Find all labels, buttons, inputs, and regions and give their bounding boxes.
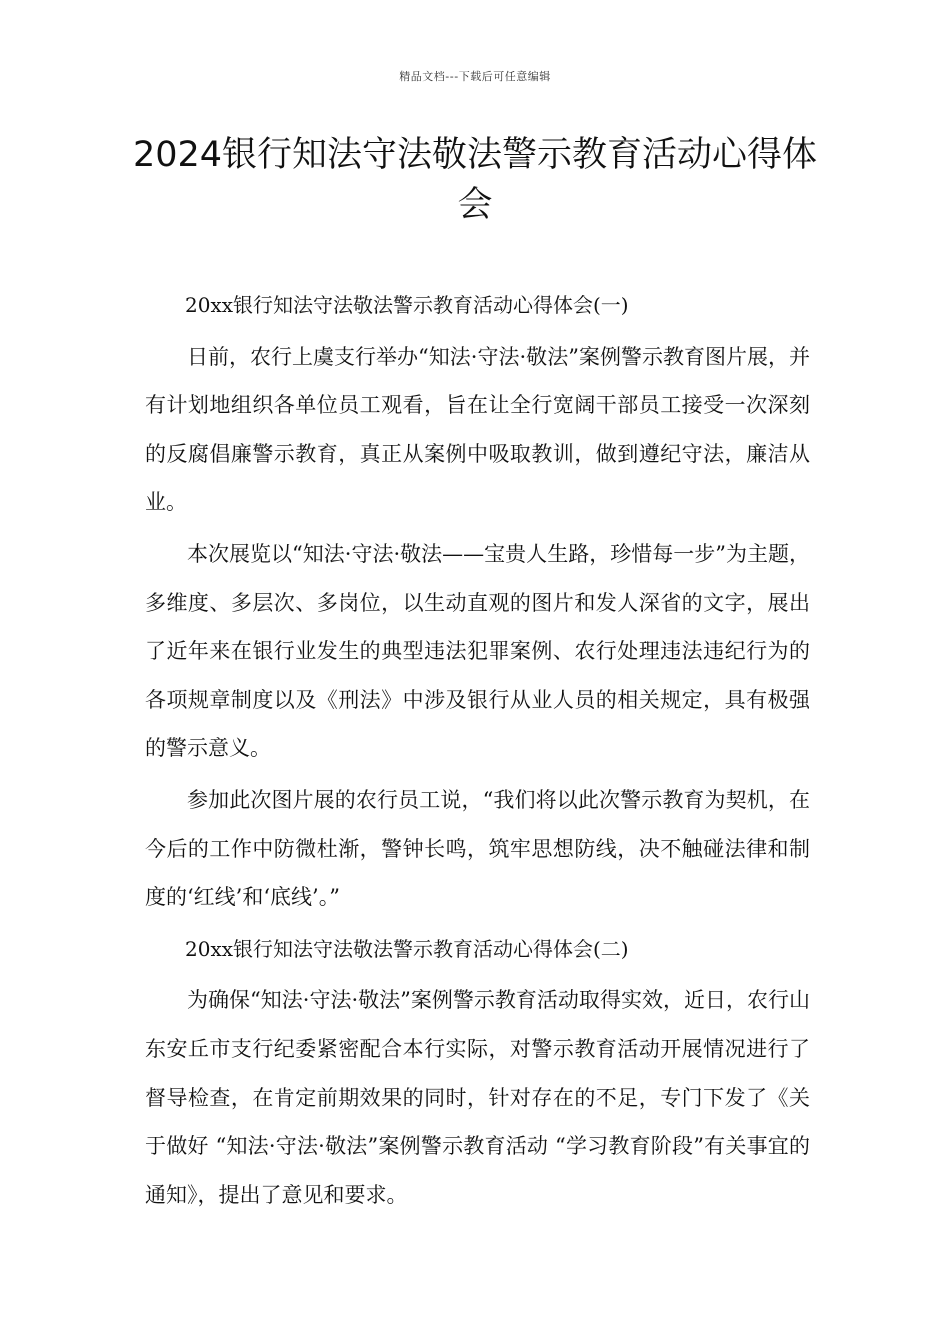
- paragraph: 参加此次图片展的农行员工说，“我们将以此次警示教育为契机，在今后的工作中防微杜渐，警钟长鸣，筑牢思想防线，决不触碰法律和制度的‘红线’和‘底线’。”: [145, 787, 810, 910]
- paragraph: 为确保“知法·守法·敬法”案例警示教育活动取得实效，近日，农行山东安丘市支行纪委紧密配合本行实际，对警示教育活动开展情况进行了督导检查，在肯定前期效果的同时，针对存在的不足，专门下发了《关于做好 “知法·守法·敬法”案例警示教育活动 “学习教育阶段”有关事宜的通知》，提出了意见和要求。: [145, 988, 810, 1207]
- document-body: [145, 281, 810, 1222]
- section-heading-1: 20xx银行知法守法敬法警示教育活动心得体会(一): [185, 293, 629, 317]
- section-heading-2: 20xx银行知法守法敬法警示教育活动心得体会(二): [185, 936, 629, 961]
- header-note: 精品文档---下载后可任意编辑: [399, 70, 551, 83]
- paragraph: 本次展览以“知法·守法·敬法——宝贵人生路，珍惜每一步”为主题，多维度、多层次、多岗位，以生动直观的图片和发人深省的文字，展出了近年来在银行业发生的典型违法犯罪案例、农行处理违法违纪行为的各项规章制度以及《刑法》中涉及银行从业人员的相关规定，具有极强的警示意义。: [145, 541, 810, 761]
- paragraph: 日前，农行上虞支行举办“知法·守法·敬法”案例警示教育图片展，并有计划地组织各单位员工观看，旨在让全行宽阔干部员工接受一次深刻的反腐倡廉警示教育，真正从案例中吸取教训，做到遵纪守法，廉洁从业。: [145, 344, 810, 515]
- document-title: 2024银行知法守法敬法警示教育活动心得体会: [132, 135, 818, 225]
